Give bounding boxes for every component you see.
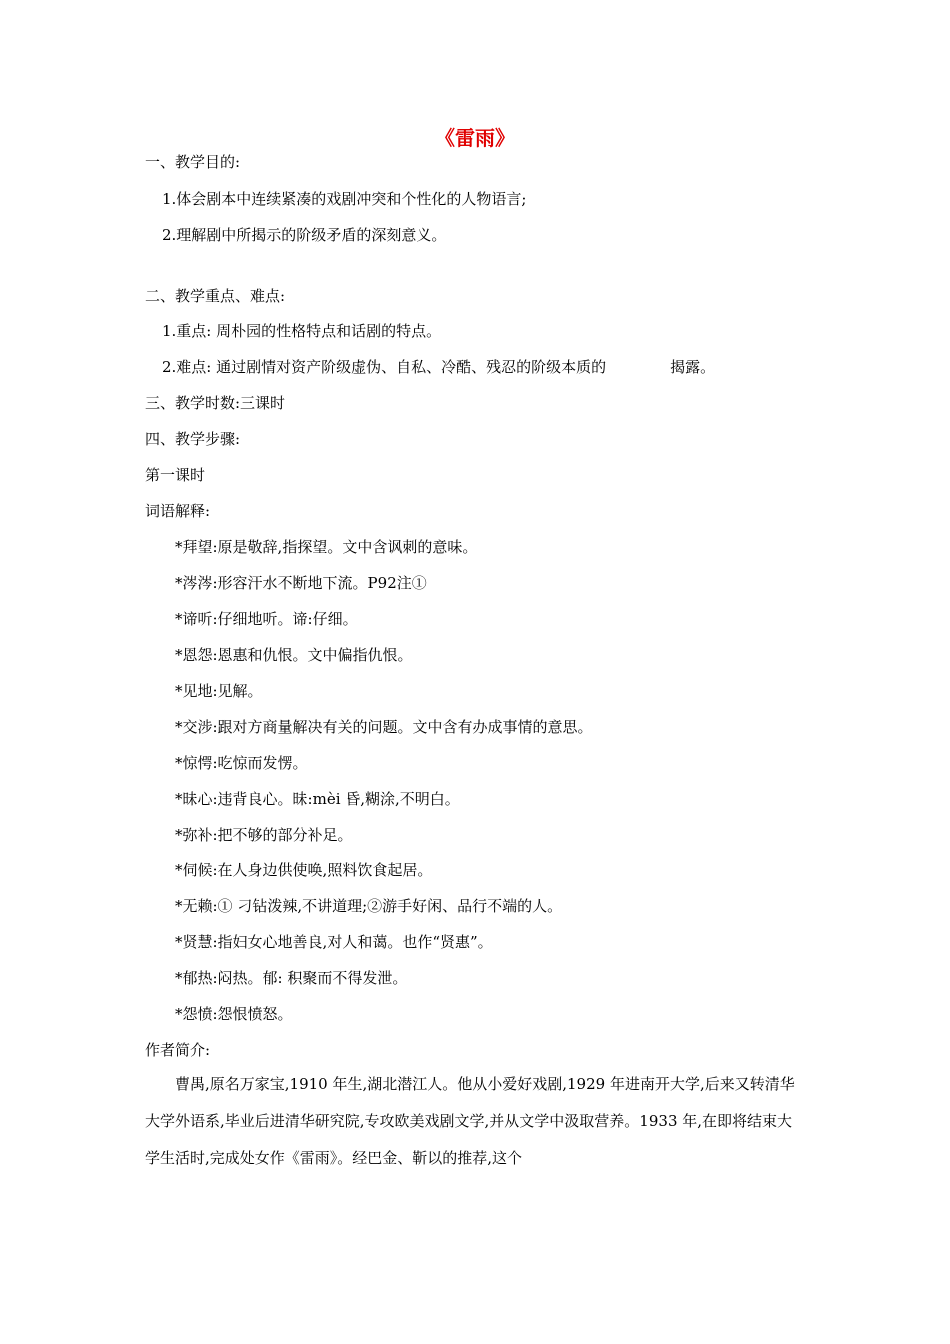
section-heading-hours: 三、教学时数:三课时 [145, 394, 286, 412]
section-heading-key-points: 二、教学重点、难点: [145, 287, 286, 305]
difficulty-item [162, 357, 715, 377]
vocab-item: *郁热:闷热。郁: 积聚而不得发泄。 [175, 969, 408, 987]
vocab-item: *惊愕:吃惊而发愣。 [175, 754, 308, 772]
vocab-item: *谛听:仔细地听。谛:仔细。 [175, 610, 358, 628]
vocab-item: *怨愤:怨恨愤怒。 [175, 1005, 293, 1023]
vocab-item: *弥补:把不够的部分补足。 [175, 826, 353, 844]
objective-item: 2.理解剧中所揭示的阶级矛盾的深刻意义。 [162, 226, 447, 244]
vocab-item: *拜望:原是敬辞,指探望。文中含讽刺的意味。 [175, 538, 478, 556]
vocab-item: *交涉:跟对方商量解决有关的问题。文中含有办成事情的意思。 [175, 718, 593, 736]
vocab-item: *无赖:① 刁钻泼辣,不讲道理;②游手好闲、品行不端的人。 [175, 897, 563, 915]
vocab-item: *伺候:在人身边供使唤,照料饮食起居。 [175, 861, 433, 879]
vocab-heading: 词语解释: [145, 502, 211, 520]
section-heading-objectives: 一、教学目的: [145, 153, 241, 171]
vocab-item: *昧心:违背良心。昧:mèi 昏,糊涂,不明白。 [175, 790, 460, 808]
vocab-item: *贤慧:指妇女心地善良,对人和蔼。也作“贤惠”。 [175, 933, 493, 951]
key-point-item: 1.重点: 周朴园的性格特点和话剧的特点。 [162, 322, 442, 340]
document-title: 《雷雨》 [435, 126, 515, 150]
vocab-item: *见地:见解。 [175, 682, 263, 700]
author-heading: 作者简介: [145, 1041, 211, 1059]
vocab-item: *涔涔:形容汗水不断地下流。P92注① [175, 574, 427, 592]
author-paragraph: 曹禺,原名万家宝,1910 年生,湖北潜江人。他从小爱好戏剧,1929 年进南开大学,后来又转清华大学外语系,毕业后进清华研究院,专攻欧美戏剧文学,并从文学中汲取营养。1933 年,在即将结束大学生活时,完成处女作《雷雨》。经巴金、靳以的推荐,这个 [145, 1075, 795, 1167]
difficulty-text: 2.难点: 通过剧情对资产阶级虚伪、自私、冷酷、残忍的阶级本质的 [162, 358, 607, 376]
vocab-item: *恩怨:恩惠和仇恨。文中偏指仇恨。 [175, 646, 413, 664]
difficulty-text-end: 揭露。 [670, 358, 716, 376]
section-heading-steps: 四、教学步骤: [145, 430, 241, 448]
objective-item: 1.体会剧本中连续紧凑的戏剧冲突和个性化的人物语言; [162, 190, 527, 208]
lesson-label: 第一课时 [145, 466, 206, 484]
